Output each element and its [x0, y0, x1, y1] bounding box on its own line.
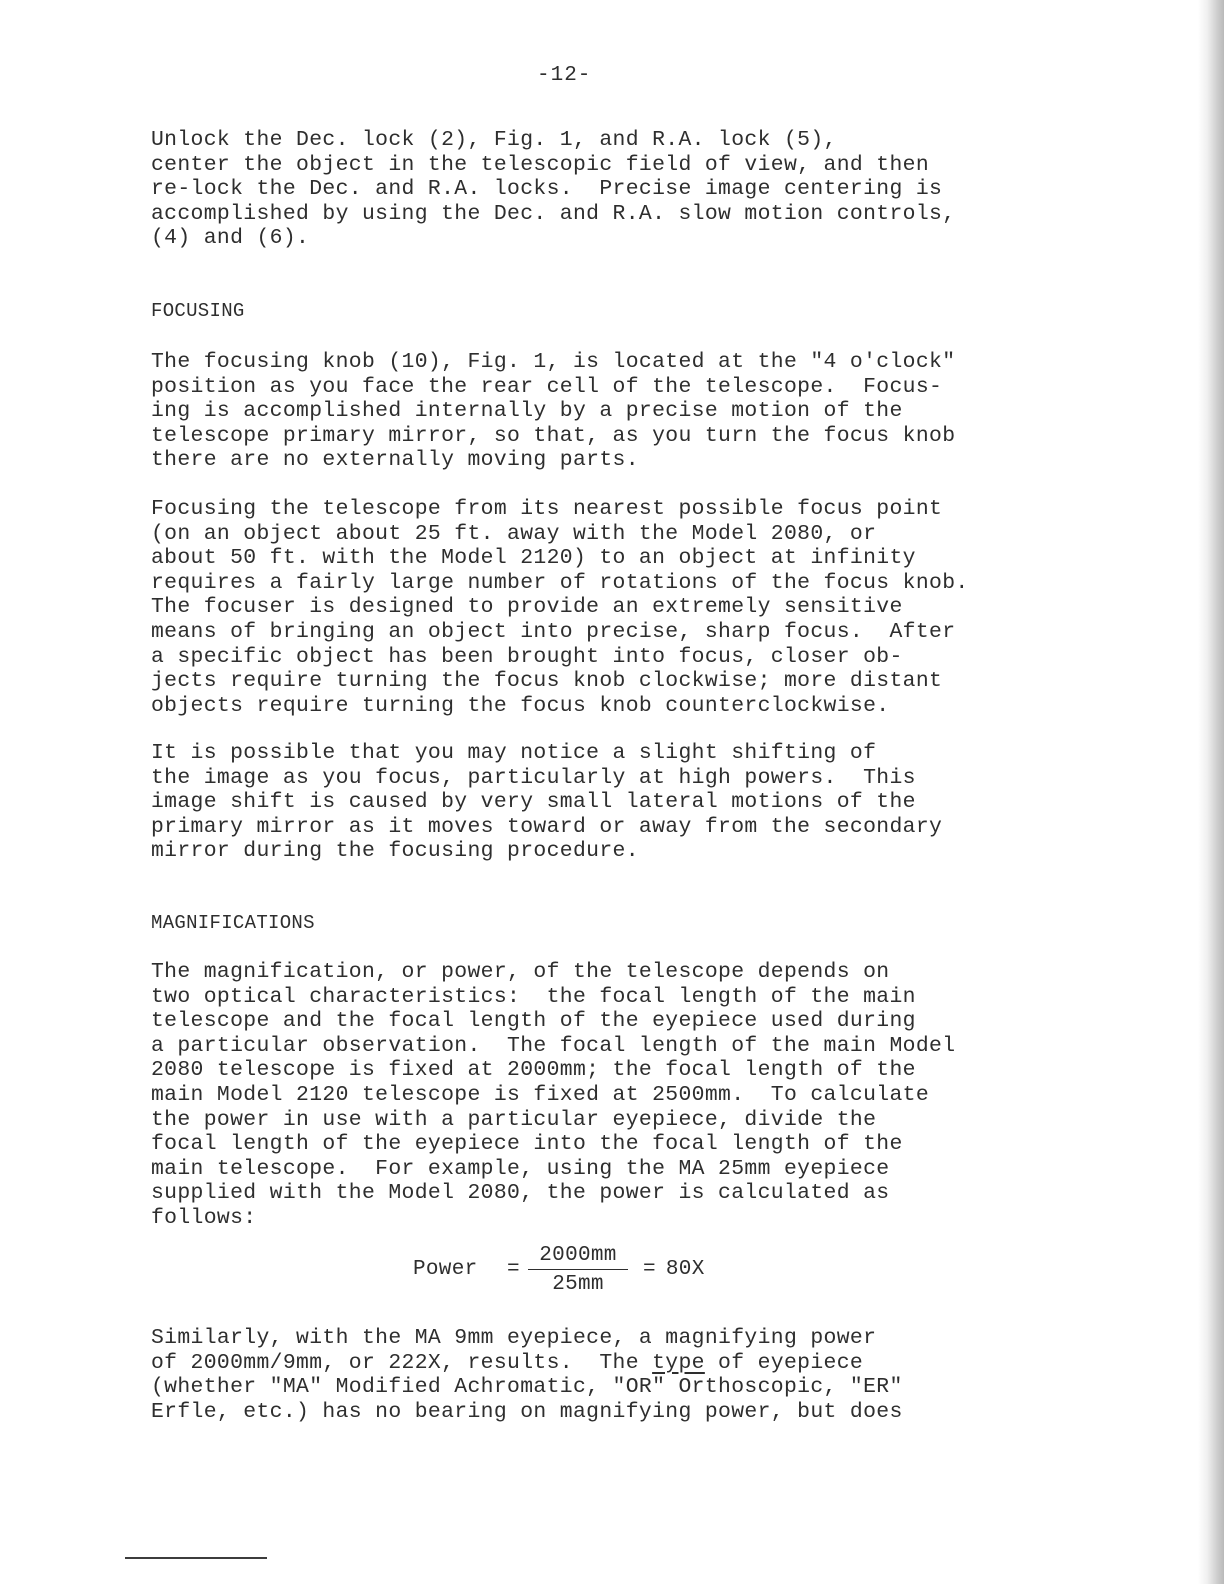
mag2-line-2b: of eyepiece — [704, 1350, 864, 1375]
formula-equals: = — [507, 1258, 520, 1281]
focusing-paragraph-3: It is possible that you may notice a slight shifting of the image as you focus, particularly at high powers. This image shift is caused by very small lateral motions of the primary mirror as it moves toward or away from the secondary mirror during the focusing procedure. — [151, 741, 943, 864]
magnifications-paragraph-2 — [151, 1326, 903, 1424]
footnote-rule — [125, 1557, 267, 1559]
page-number: -12- — [537, 64, 592, 87]
formula-label: Power — [413, 1258, 478, 1281]
page-edge-shadow — [1198, 0, 1224, 1584]
focusing-heading: FOCUSING — [151, 300, 245, 322]
magnifications-paragraph-1: The magnification, or power, of the telescope depends on two optical characteristics: the focal length of the main telescope and the focal length of the eyepiece used during a particular observation. The focal length of the main Model 2080 telescope is fixed at 2000mm; the focal length of the main Model 2120 telescope is fixed at 2500mm. To calculate the power in use with a particular eyepiece, divide the focal length of the eyepiece into the focal length of the main telescope. For example, using the MA 25mm eyepiece supplied with the Model 2080, the power is calculated as follows: — [151, 960, 956, 1230]
formula-result-group — [643, 1258, 705, 1281]
formula-equals-2: = — [643, 1258, 656, 1281]
formula-denominator: 25mm — [552, 1273, 604, 1296]
intro-paragraph: Unlock the Dec. lock (2), Fig. 1, and R.A. lock (5), center the object in the telescopic field of view, and then re-lock the Dec. and R.A. locks. Precise image centering is accomplished by using the Dec. and R.A. slow motion controls, (4) and (6). — [151, 128, 956, 251]
formula-fraction — [528, 1244, 628, 1296]
mag2-line-2a: of 2000mm/9mm, or 222X, results. The — [151, 1350, 653, 1375]
mag2-rest: (whether "MA" Modified Achromatic, "OR" Orthoscopic, "ER" Erfle, etc.) has no bearing on magnifying power, but does — [151, 1375, 903, 1424]
magnifications-heading: MAGNIFICATIONS — [151, 912, 315, 934]
underlined-word-type: type — [652, 1350, 705, 1375]
mag2-line-1: Similarly, with the MA 9mm eyepiece, a magnifying power — [151, 1326, 877, 1350]
formula-numerator: 2000mm — [528, 1244, 628, 1270]
formula-result: 80X — [665, 1258, 705, 1281]
focusing-paragraph-2: Focusing the telescope from its nearest possible focus point (on an object about 25 ft. away with the Model 2080, or about 50 ft. with the Model 2120) to an object at infinity requires a fairly large number of rotations of the focus knob. The focuser is designed to provide an extremely sensitive means of bringing an object into precise, sharp focus. After a specific object has been brought into focus, closer ob- jects require turning the focus knob clockwise; more distant objects require turning the focus knob counterclockwise. — [151, 497, 969, 718]
focusing-paragraph-1: The focusing knob (10), Fig. 1, is located at the "4 o'clock" position as you face the rear cell of the telescope. Focus- ing is accomplished internally by a precise motion of the telescope primary mirror, so that, as you turn the focus knob there are no externally moving parts. — [151, 350, 956, 473]
